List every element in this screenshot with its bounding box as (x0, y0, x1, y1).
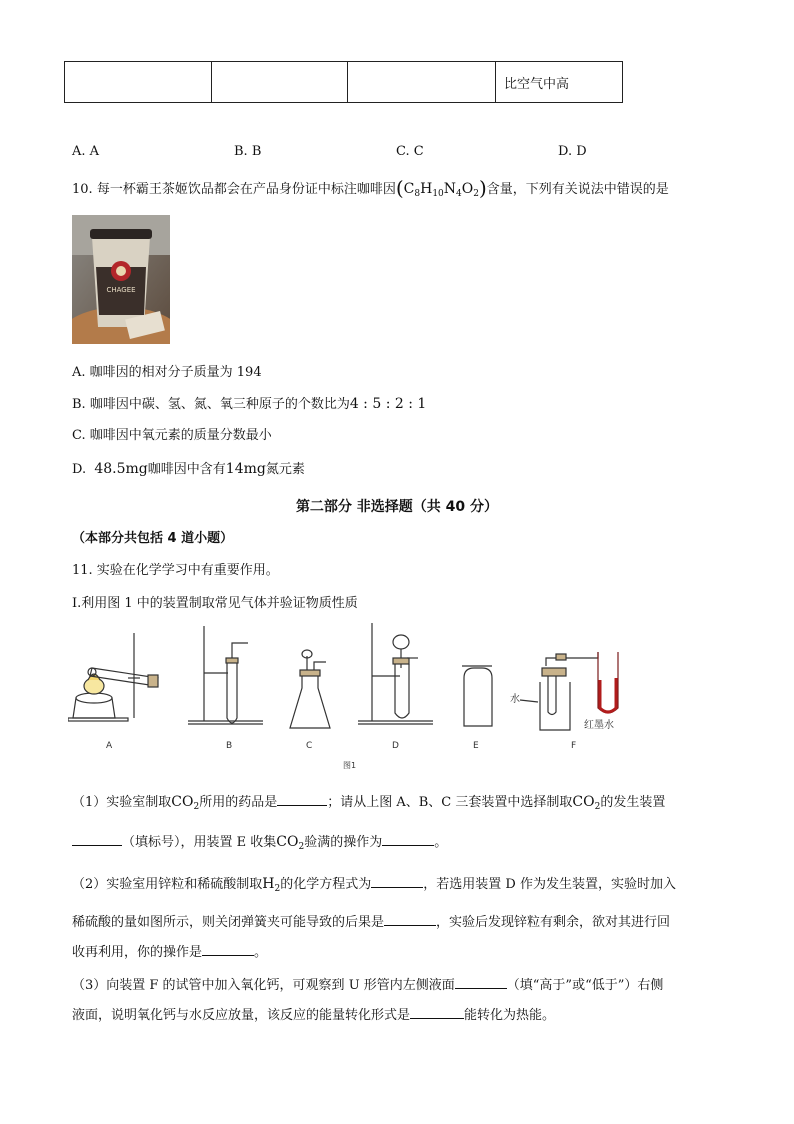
svg-text:红墨水: 红墨水 (584, 720, 614, 731)
q11-sub1-line2: （填标号），用装置 E 收集$CO_2$验满的操作为 。 (72, 831, 447, 852)
drink-cup-photo (72, 215, 170, 344)
answer-blank[interactable] (202, 943, 254, 956)
answer-blank[interactable] (384, 913, 436, 926)
table-cell (212, 62, 348, 103)
table-row (65, 62, 623, 103)
q10-option-b: B. 咖啡因中碳、氢、氮、氧三种原子的个数比为4 : 5 : 2 : 1 (72, 396, 427, 412)
option-c: C. C (396, 144, 424, 159)
answer-blank[interactable] (382, 833, 434, 846)
question-10-stem: 10. 每一杯霸王茶姬饮品都会在产品身份证中标注咖啡因$(C_8H_{10}N_4O_2)$含量，下列有关说法中错误的是 (72, 176, 669, 200)
answer-table (64, 61, 623, 103)
q11-sub2-line2: 稀硫酸的量如图所示，则关闭弹簧夹可能导致的后果是 ，实验后发现锌粒有剩余，欲对其进行回 (72, 915, 671, 930)
q11-sub1-line1: （1）实验室制取$CO_2$所用的药品是 ；请从上图 A、B、C 三套装置中选择制取$CO_2$的发生装置 (72, 794, 666, 812)
part-two-title: 第二部分 非选择题（共 40 分） (295, 499, 499, 515)
figure-1-apparatus (68, 618, 638, 778)
table-cell (348, 62, 496, 103)
svg-text:B: B (226, 741, 233, 751)
table-cell (65, 62, 212, 103)
q10-option-d: D. 48.5mg咖啡因中含有14mg氮元素 (72, 461, 305, 477)
question-11-part-one: I.利用图 1 中的装置制取常见气体并验证物质性质 (72, 596, 358, 611)
answer-blank[interactable] (410, 1006, 464, 1019)
part-two-note: （本部分共包括 4 道小题） (72, 531, 234, 546)
answer-blank[interactable] (277, 793, 327, 806)
apparatus-f (540, 652, 618, 730)
svg-text:CHAGEE: CHAGEE (106, 286, 136, 294)
svg-text:水: 水 (510, 694, 520, 705)
table-cell: 比空气中高 (496, 62, 623, 103)
q11-sub2-line3: 收再利用，你的操作是 。 (72, 945, 268, 960)
q10-option-c: C. 咖啡因中氧元素的质量分数最小 (72, 428, 272, 443)
q11-sub3-line2: 液面，说明氧化钙与水反应放量，该反应的能量转化形式是 能转化为热能。 (72, 1008, 556, 1023)
apparatus-b (188, 626, 263, 724)
answer-blank[interactable] (371, 875, 423, 888)
caffeine-formula: $C_8H_{10}N_4O_2$ (403, 181, 479, 199)
option-b: B. B (234, 144, 262, 159)
apparatus-d (358, 623, 433, 724)
option-a: A. A (72, 144, 100, 159)
svg-text:F: F (571, 741, 577, 751)
svg-text:E: E (473, 741, 479, 751)
apparatus-e (462, 666, 492, 726)
svg-text:C: C (306, 741, 313, 751)
answer-blank[interactable] (455, 976, 507, 989)
q11-sub3-line1: （3）向装置 F 的试管中加入氧化钙，可观察到 U 形管内左侧液面 （填“高于”或“低于”）右侧 (72, 978, 664, 993)
question-11-stem: 11. 实验在化学学习中有重要作用。 (72, 563, 279, 578)
svg-text:图1: 图1 (343, 761, 357, 770)
q10-option-a: A. 咖啡因的相对分子质量为 194 (72, 365, 262, 380)
svg-text:A: A (106, 741, 113, 751)
question-number: 10. (72, 182, 93, 197)
q11-sub2-line1: （2）实验室用锌粒和稀硫酸制取$H_2$的化学方程式为 ，若选用装置 D 作为发生装置，实验时加入 (72, 876, 676, 894)
answer-blank[interactable] (72, 833, 122, 846)
svg-text:D: D (392, 741, 399, 751)
apparatus-c (290, 650, 330, 728)
option-d: D. D (558, 144, 587, 159)
stem-text: 每一杯霸王茶姬饮品都会在产品身份证中标注咖啡因 (96, 182, 396, 197)
stem-text: 含量，下列有关说法中错误的是 (486, 182, 669, 197)
apparatus-a (68, 633, 158, 721)
